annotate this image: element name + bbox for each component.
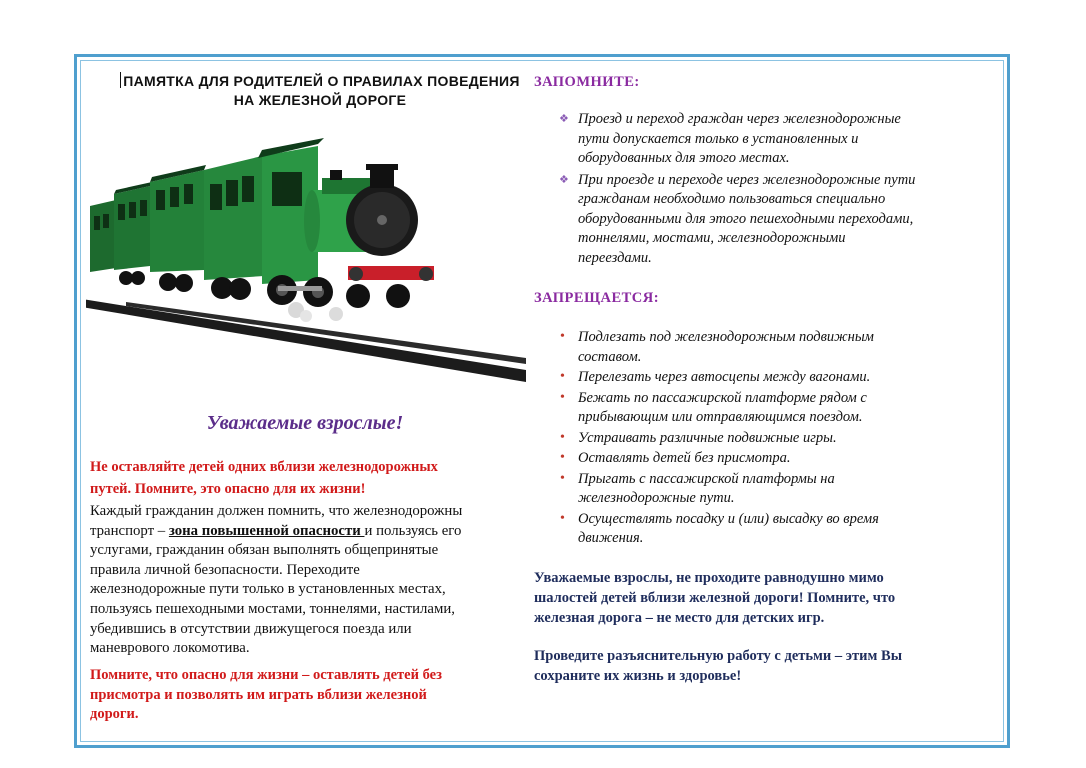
- list-item: [554, 510, 1000, 549]
- body-line-part: транспорт –: [90, 522, 169, 539]
- list-item: [554, 429, 1000, 449]
- body-line: правила личной безопасности. Переходите: [90, 561, 360, 578]
- item-line: оборудованными для этого пешеходными переходами,: [578, 210, 914, 227]
- list-item: [554, 449, 1000, 469]
- closing-line: железная дорога – не место для детских игр.: [534, 610, 825, 626]
- remember-list: [554, 110, 1000, 270]
- dot-bullet-icon: •: [560, 470, 565, 486]
- item-line: составом.: [578, 348, 642, 365]
- body-line: маневрового локомотива.: [90, 640, 250, 657]
- item-line: оборудованных для этого местах.: [578, 150, 790, 166]
- list-item: [554, 470, 1000, 509]
- right-column: [534, 62, 1000, 740]
- item-line: Устраивать различные подвижные игры.: [578, 429, 837, 446]
- body-line: убедившись в отсутствии движущегося поезда или: [90, 620, 412, 637]
- item-line: Подлезать под железнодорожным подвижным: [578, 329, 874, 345]
- diamond-bullet-icon: ❖: [559, 173, 569, 186]
- warning-line-2: путей. Помните, это опасно для их жизни!: [90, 481, 366, 497]
- greeting-heading: Уважаемые взрослые!: [206, 412, 404, 434]
- text-cursor: [120, 72, 121, 88]
- warning2-line: дороги.: [90, 706, 139, 723]
- list-item: [554, 368, 1000, 388]
- item-line: Осуществлять посадку и (или) высадку во время: [578, 510, 879, 527]
- danger-zone-highlight: зона повышенной опасности: [168, 522, 365, 539]
- closing-line: шалостей детей вблизи железной дороги! Помните, что: [534, 590, 896, 606]
- item-line: Прыгать с пассажирской платформы на: [578, 470, 835, 487]
- forbidden-list: [554, 328, 1000, 550]
- item-line: Оставлять детей без присмотра.: [578, 450, 791, 466]
- warning-line-1: Не оставляйте детей одних вблизи железнодорожных: [90, 459, 438, 475]
- closing-line: Проведите разъяснительную работу с детьми – этим Вы: [534, 648, 903, 664]
- list-item: [554, 171, 1000, 269]
- safety-body-paragraph: [90, 502, 530, 659]
- remember-heading: ЗАПОМНИТЕ:: [534, 74, 640, 90]
- item-line: переездами.: [578, 249, 652, 266]
- list-item: [554, 110, 1000, 169]
- forbidden-heading: ЗАПРЕЩАЕТСЯ:: [534, 290, 660, 306]
- item-line: При проезде и переходе через железнодорожные пути: [578, 171, 916, 188]
- dot-bullet-icon: •: [560, 450, 565, 465]
- closing-line: Уважаемые взрослы, не проходите равнодушно мимо: [534, 570, 884, 586]
- dot-bullet-icon: •: [560, 369, 565, 384]
- dot-bullet-icon: •: [560, 329, 565, 344]
- closing-line: сохраните их жизнь и здоровье!: [534, 668, 742, 684]
- item-line: пути допускается только в установленных и: [578, 130, 859, 147]
- item-line: движения.: [578, 530, 644, 546]
- body-line: [90, 522, 530, 542]
- item-line: прибывающим или отправляющимся поездом.: [578, 409, 863, 425]
- left-column: [80, 62, 530, 740]
- dot-bullet-icon: •: [560, 429, 565, 445]
- body-line: Каждый гражданин должен помнить, что железнодорожны: [90, 503, 463, 519]
- second-warning-paragraph: [90, 666, 530, 725]
- warning2-line: Помните, что опасно для жизни – оставлять детей без: [90, 667, 442, 683]
- warning-paragraph: [90, 456, 522, 500]
- item-line: тоннелями, мостами, железнодорожными: [578, 230, 846, 246]
- closing-paragraph-2: [534, 646, 994, 686]
- warning2-line: присмотра и позволять им играть вблизи железной: [90, 686, 427, 703]
- body-line: пользуясь пешеходными мостами, тоннелями, настилами,: [90, 600, 455, 617]
- list-item: [554, 328, 1000, 367]
- body-line-part: и пользуясь его: [364, 522, 462, 539]
- item-line: Проезд и переход граждан через железнодорожные: [578, 111, 901, 127]
- title-line-1: ПАМЯТКА ДЛЯ РОДИТЕЛЕЙ О ПРАВИЛАХ ПОВЕДЕНИЯ: [123, 73, 520, 89]
- steam-locomotive-train-icon: [86, 120, 526, 390]
- list-item: [554, 389, 1000, 428]
- poster-title: [110, 72, 530, 110]
- item-line: Перелезать через автосцепы между вагонами.: [578, 369, 871, 385]
- body-line: услугами, гражданин обязан выполнять общепринятые: [90, 542, 439, 559]
- title-line-2: НА ЖЕЛЕЗНОЙ ДОРОГЕ: [233, 92, 407, 108]
- dot-bullet-icon: •: [560, 389, 565, 405]
- item-line: гражданам необходимо пользоваться специально: [578, 191, 886, 207]
- item-line: Бежать по пассажирской платформе рядом с: [578, 389, 867, 406]
- diamond-bullet-icon: ❖: [559, 113, 569, 125]
- dot-bullet-icon: •: [560, 510, 565, 526]
- item-line: железнодорожные пути.: [578, 490, 735, 506]
- body-line: железнодорожные пути только в установленных местах,: [90, 581, 446, 598]
- closing-paragraph-1: [534, 568, 994, 628]
